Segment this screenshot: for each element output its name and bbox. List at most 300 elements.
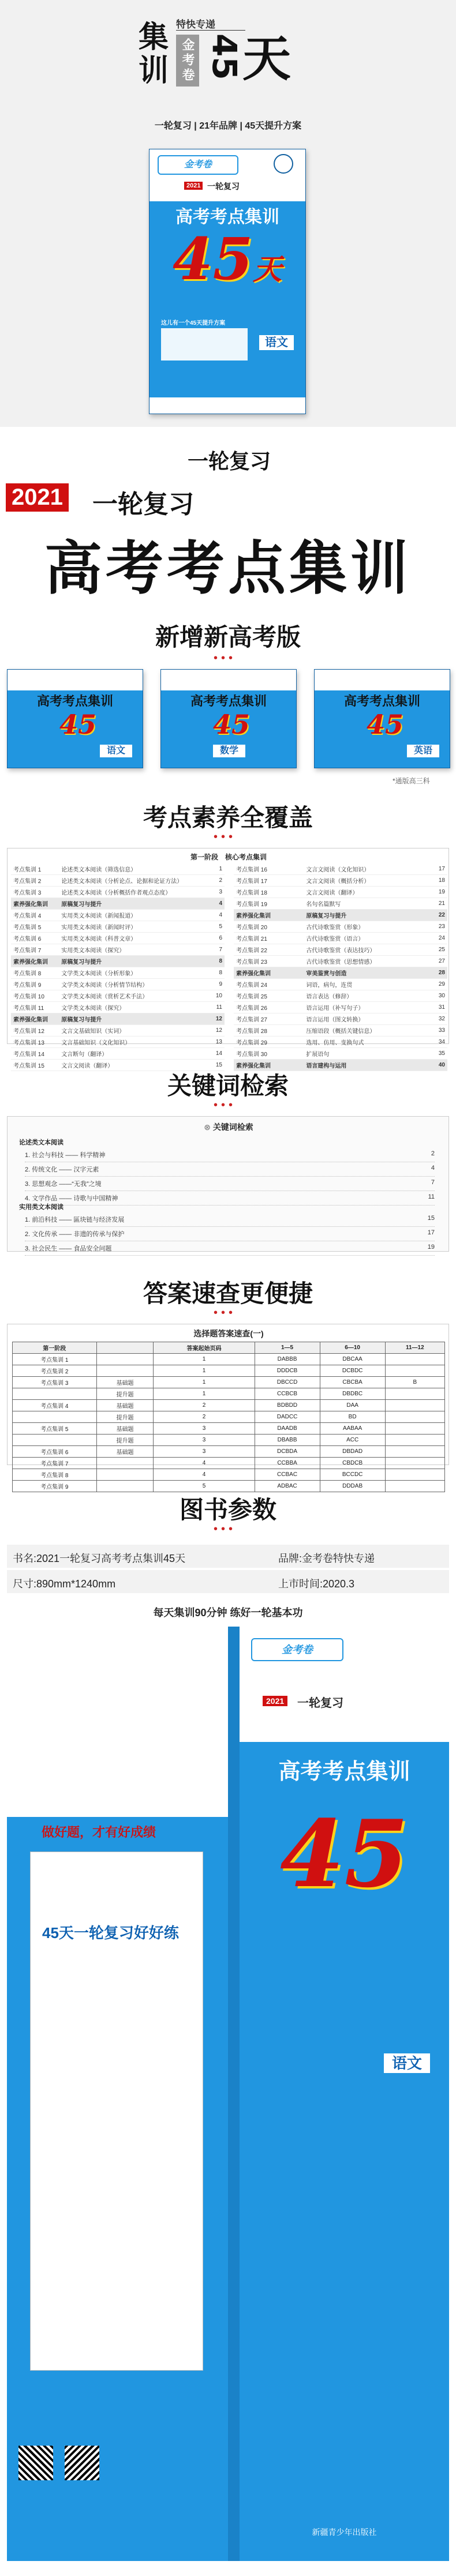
toc-cell: 语言运用（图文转换） bbox=[304, 1013, 436, 1025]
answer-row bbox=[13, 1458, 445, 1469]
book-slogan-strip: 这儿有一个45天提升方案 bbox=[161, 320, 226, 326]
answer-cell: 考点集训 3 bbox=[13, 1377, 97, 1388]
answer-cell: CCBBA bbox=[255, 1458, 320, 1469]
toc-cell: 13 bbox=[213, 1037, 225, 1048]
toc-cell: 考点集训 22 bbox=[234, 944, 304, 956]
toc-cell: 5 bbox=[213, 921, 225, 933]
toc-cell: 文学类文本阅读（分析形象） bbox=[59, 967, 213, 979]
toc-row bbox=[234, 875, 447, 887]
back-cover bbox=[7, 1627, 228, 2561]
toc-row bbox=[11, 956, 225, 967]
toc-row bbox=[11, 967, 225, 979]
front-brand-logo: 金考卷 bbox=[251, 1638, 343, 1661]
book-lower-strip bbox=[149, 397, 305, 414]
answer-cell bbox=[385, 1388, 444, 1400]
book-spine bbox=[228, 1627, 240, 2561]
toc-cell: 文学类文本阅读（分析情节结构） bbox=[59, 979, 213, 990]
toc-left-table bbox=[11, 863, 225, 1071]
hero-vertical-tag: 金考卷 bbox=[176, 35, 199, 87]
toc-cell: 文言文阅读（翻译） bbox=[304, 887, 436, 898]
answer-cell: 基础题 bbox=[96, 1423, 154, 1435]
book-spread bbox=[7, 1627, 449, 2561]
keyword-page: 4 bbox=[431, 1165, 435, 1171]
hero-tagline: 一轮复习 | 21年品牌 | 45天提升方案 bbox=[154, 121, 302, 131]
toc-cell: 考点集训 10 bbox=[11, 990, 59, 1002]
qr-code-icon bbox=[18, 2446, 53, 2480]
answer-header-cell: 11—12 bbox=[385, 1342, 444, 1354]
book-top bbox=[161, 670, 296, 690]
answer-row bbox=[13, 1423, 445, 1435]
answer-row bbox=[13, 1469, 445, 1481]
keyword-panel-title: 关键词检索 bbox=[212, 1122, 253, 1132]
keyword-page: 7 bbox=[431, 1179, 435, 1186]
answer-cell bbox=[96, 1354, 154, 1365]
answer-cell: CCBAC bbox=[255, 1469, 320, 1481]
keyword-page: 19 bbox=[427, 1244, 435, 1251]
book-45-shuxue: 45 bbox=[213, 709, 251, 740]
toc-row bbox=[11, 910, 225, 921]
answer-cell: ADBAC bbox=[255, 1481, 320, 1492]
answer-cell bbox=[385, 1400, 444, 1411]
answer-cell bbox=[385, 1435, 444, 1446]
toc-cell: 考点集训 23 bbox=[234, 956, 304, 967]
keyword-panel-header bbox=[8, 1121, 450, 1133]
answer-row bbox=[13, 1365, 445, 1377]
keyword-text: 1. 前沿科技 —— 區块链与经济发展 bbox=[25, 1216, 125, 1223]
toc-cell: 考点集训 27 bbox=[234, 1013, 304, 1025]
answer-cell bbox=[385, 1365, 444, 1377]
toc-row bbox=[11, 1037, 225, 1048]
param-date: 上市时间:2020.3 bbox=[278, 1578, 355, 1590]
section-answer-title: 答案速查更便捷 bbox=[143, 1280, 313, 1307]
keyword-row[interactable] bbox=[25, 1227, 435, 1241]
keyword-page: 15 bbox=[427, 1215, 435, 1222]
toc-cell: 考点集训 6 bbox=[11, 933, 59, 944]
book-title-shuxue: 高考考点集训 bbox=[190, 694, 267, 708]
book-title-yingyu: 高考考点集训 bbox=[343, 694, 420, 708]
answer-cell bbox=[385, 1423, 444, 1435]
toc-cell: 素养强化集训 bbox=[234, 1060, 304, 1071]
toc-row bbox=[234, 910, 447, 921]
answer-panel bbox=[7, 1324, 449, 1490]
answer-cell: 基础题 bbox=[96, 1400, 154, 1411]
param-row-1 bbox=[7, 1545, 449, 1568]
answer-cell: 考点集训 7 bbox=[13, 1458, 97, 1469]
book-series-label: 一轮复习 bbox=[207, 182, 240, 191]
keyword-list-2 bbox=[25, 1212, 435, 1256]
toc-cell: 论述类文本阅读（筛选信息） bbox=[59, 863, 213, 875]
answer-row bbox=[13, 1435, 445, 1446]
toc-cell: 考点集训 21 bbox=[234, 933, 304, 944]
toc-cell: 17 bbox=[436, 863, 447, 875]
toc-row bbox=[11, 933, 225, 944]
toc-cell: 考点集训 29 bbox=[234, 1037, 304, 1048]
section-new-edition-title: 新增新高考版 bbox=[155, 624, 301, 651]
toc-cell: 33 bbox=[436, 1025, 447, 1037]
toc-cell: 27 bbox=[436, 956, 447, 967]
toc-row bbox=[11, 1048, 225, 1060]
book-subject-box: 语文 bbox=[259, 335, 294, 350]
toc-row bbox=[234, 1002, 447, 1013]
toc-cell: 素养强化集训 bbox=[234, 910, 304, 921]
answer-cell: 考点集训 1 bbox=[13, 1354, 97, 1365]
book-top bbox=[315, 670, 450, 690]
toc-panel bbox=[7, 848, 449, 1069]
book-shuxue bbox=[160, 669, 297, 768]
answer-header-row bbox=[13, 1342, 445, 1354]
answer-row bbox=[13, 1388, 445, 1400]
toc-cell: 素养强化集训 bbox=[11, 898, 59, 910]
answer-cell: 5 bbox=[154, 1481, 255, 1492]
toc-cell: 文言文阅读（文化知识） bbox=[304, 863, 436, 875]
front-title: 高考考点集训 bbox=[278, 1760, 410, 1784]
answer-table-title: 选择题答案速查(一) bbox=[193, 1329, 264, 1338]
answer-header-cell bbox=[96, 1342, 154, 1354]
toc-cell: 4 bbox=[213, 898, 225, 910]
toc-cell: 考点集训 4 bbox=[11, 910, 59, 921]
subtitle-small: 一轮复习 bbox=[188, 449, 271, 473]
toc-cell: 40 bbox=[436, 1060, 447, 1071]
toc-cell: 考点集训 14 bbox=[11, 1048, 59, 1060]
toc-cell: 21 bbox=[436, 898, 447, 910]
back-cover-top bbox=[7, 1627, 228, 1817]
answer-cell: B bbox=[385, 1377, 444, 1388]
keyword-page: 2 bbox=[431, 1150, 435, 1157]
book-45-yingyu: 45 bbox=[367, 709, 404, 740]
answer-cell: 提升题 bbox=[96, 1411, 154, 1423]
toc-cell: 文学类文本阅读（赏析艺术手法） bbox=[59, 990, 213, 1002]
toc-cell: 古代诗歌鉴赏（形象） bbox=[304, 921, 436, 933]
toc-cell: 原稿复习与提升 bbox=[59, 956, 213, 967]
toc-cell: 原稿复习与提升 bbox=[59, 1013, 213, 1025]
answer-row bbox=[13, 1377, 445, 1388]
keyword-text: 3. 思想观念 ——“无我”之境 bbox=[25, 1181, 102, 1188]
toc-cell: 12 bbox=[213, 1025, 225, 1037]
keyword-group-1: 论述类文本阅读 bbox=[19, 1139, 63, 1146]
answer-cell: 1 bbox=[154, 1388, 255, 1400]
answer-cell: DBABB bbox=[255, 1435, 320, 1446]
answer-cell: CBCBA bbox=[320, 1377, 385, 1388]
toc-row bbox=[11, 944, 225, 956]
answer-cell bbox=[13, 1388, 97, 1400]
answer-cell: 考点集训 9 bbox=[13, 1481, 97, 1492]
toc-cell: 考点集训 19 bbox=[234, 898, 304, 910]
toc-cell: 10 bbox=[213, 990, 225, 1002]
answer-cell bbox=[385, 1446, 444, 1458]
toc-cell: 4 bbox=[213, 910, 225, 921]
toc-cell: 11 bbox=[213, 1002, 225, 1013]
toc-cell: 压缩语段（概括关键信息） bbox=[304, 1025, 436, 1037]
toc-row bbox=[11, 1025, 225, 1037]
keyword-row[interactable] bbox=[25, 1191, 435, 1206]
subject-yuwen: 语文 bbox=[100, 745, 132, 757]
seal-icon bbox=[274, 154, 293, 174]
toc-cell: 古代诗歌鉴赏（表达技巧） bbox=[304, 944, 436, 956]
toc-cell: 34 bbox=[436, 1037, 447, 1048]
hero-book-cover bbox=[149, 149, 306, 414]
hero-char-tian: 天 bbox=[242, 31, 291, 87]
answer-cell: 1 bbox=[154, 1354, 255, 1365]
toc-row bbox=[234, 921, 447, 933]
toc-row bbox=[234, 887, 447, 898]
section-coverage-title: 考点素养全覆盖 bbox=[143, 804, 313, 831]
toc-cell: 考点集训 11 bbox=[11, 1002, 59, 1013]
toc-cell: 考点集训 13 bbox=[11, 1037, 59, 1048]
toc-cell: 考点集训 9 bbox=[11, 979, 59, 990]
keyword-panel bbox=[7, 1116, 449, 1252]
toc-row bbox=[11, 921, 225, 933]
answer-cell bbox=[96, 1469, 154, 1481]
toc-cell: 实用类文本阅读（新闻报道） bbox=[59, 910, 213, 921]
back-cover-notebook bbox=[30, 1852, 203, 2371]
answer-cell: 提升题 bbox=[96, 1435, 154, 1446]
hero-rule bbox=[176, 30, 245, 31]
toc-cell: 实用类文本阅读（科普文章） bbox=[59, 933, 213, 944]
answer-header-cell: 1—5 bbox=[255, 1342, 320, 1354]
answer-cell bbox=[13, 1435, 97, 1446]
toc-cell: 6 bbox=[213, 933, 225, 944]
answer-cell bbox=[96, 1365, 154, 1377]
toc-cell: 素养强化集训 bbox=[11, 1013, 59, 1025]
front-year: 2021 bbox=[263, 1696, 287, 1706]
toc-cell: 实用类文本阅读（新闻时评） bbox=[59, 921, 213, 933]
book-top bbox=[8, 670, 143, 690]
answer-cell: 考点集训 4 bbox=[13, 1400, 97, 1411]
toc-cell: 31 bbox=[436, 1002, 447, 1013]
toc-row bbox=[234, 1013, 447, 1025]
keyword-page: 17 bbox=[427, 1229, 435, 1236]
edition-note: *通版高三科 bbox=[393, 777, 430, 785]
toc-cell: 语言建构与运用 bbox=[304, 1060, 436, 1071]
answer-cell: 考点集训 2 bbox=[13, 1365, 97, 1377]
toc-cell: 论述类文本阅读（分析论点、论据和论证方法） bbox=[59, 875, 213, 887]
answer-row bbox=[13, 1400, 445, 1411]
hero-number-45: 45 bbox=[205, 33, 244, 80]
qr-code-icon bbox=[65, 2446, 99, 2480]
toc-row bbox=[234, 1048, 447, 1060]
answer-cell: DABBB bbox=[255, 1354, 320, 1365]
toc-cell: 词语，病句，连贯 bbox=[304, 979, 436, 990]
toc-cell: 考点集训 7 bbox=[11, 944, 59, 956]
front-45: 45 bbox=[280, 1800, 409, 1908]
section-dots: ••• bbox=[214, 1099, 237, 1111]
answer-cell: CBDCB bbox=[320, 1458, 385, 1469]
main-headline: 高考考点集训 bbox=[44, 536, 412, 601]
answer-cell: 考点集训 6 bbox=[13, 1446, 97, 1458]
answer-cell: AABAA bbox=[320, 1423, 385, 1435]
keyword-row[interactable] bbox=[25, 1162, 435, 1177]
front-series: 一轮复习 bbox=[297, 1697, 343, 1710]
toc-row bbox=[234, 990, 447, 1002]
toc-cell: 扩展语句 bbox=[304, 1048, 436, 1060]
toc-cell: 考点集训 8 bbox=[11, 967, 59, 979]
toc-cell: 23 bbox=[436, 921, 447, 933]
toc-cell: 文言断句（翻译） bbox=[59, 1048, 213, 1060]
front-publisher: 新疆青少年出版社 bbox=[312, 2528, 377, 2537]
toc-cell: 审美鉴赏与创造 bbox=[304, 967, 436, 979]
answer-cell: 3 bbox=[154, 1435, 255, 1446]
toc-cell: 文学类文本阅读（探究） bbox=[59, 1002, 213, 1013]
answer-cell: DCBDA bbox=[255, 1446, 320, 1458]
toc-row bbox=[234, 898, 447, 910]
toc-cell: 选用、仿用、变换句式 bbox=[304, 1037, 436, 1048]
toc-cell: 考点集训 28 bbox=[234, 1025, 304, 1037]
book-yingyu bbox=[314, 669, 450, 768]
answer-row bbox=[13, 1354, 445, 1365]
answer-cell: 基础题 bbox=[96, 1446, 154, 1458]
toc-row bbox=[11, 898, 225, 910]
toc-cell: 8 bbox=[213, 956, 225, 967]
toc-cell: 2 bbox=[213, 875, 225, 887]
answer-cell: DBDAD bbox=[320, 1446, 385, 1458]
answer-cell: ACC bbox=[320, 1435, 385, 1446]
answer-cell: DAA bbox=[320, 1400, 385, 1411]
answer-row bbox=[13, 1481, 445, 1492]
section-dots: ••• bbox=[214, 1523, 237, 1535]
answer-cell: 4 bbox=[154, 1458, 255, 1469]
answer-cell bbox=[385, 1354, 444, 1365]
toc-cell: 原稿复习与提升 bbox=[304, 910, 436, 921]
toc-cell: 考点集训 16 bbox=[234, 863, 304, 875]
toc-row bbox=[11, 1002, 225, 1013]
book-yuwen bbox=[7, 669, 143, 768]
toc-row bbox=[11, 887, 225, 898]
toc-row bbox=[11, 1013, 225, 1025]
answer-header-cell: 答案起始页码 bbox=[154, 1342, 255, 1354]
toc-row bbox=[234, 933, 447, 944]
answer-cell: CCBCB bbox=[255, 1388, 320, 1400]
book-45-tian: 天 bbox=[253, 252, 282, 286]
answer-cell bbox=[96, 1481, 154, 1492]
answer-cell: 考点集训 5 bbox=[13, 1423, 97, 1435]
book-45-art bbox=[173, 225, 282, 294]
answer-cell: DADCC bbox=[255, 1411, 320, 1423]
param-brand: 品牌:金考卷特快专递 bbox=[278, 1553, 375, 1564]
toc-cell: 考点集训 26 bbox=[234, 1002, 304, 1013]
year-badge: 2021 bbox=[6, 483, 69, 512]
toc-cell: 28 bbox=[436, 967, 447, 979]
front-subject: 语文 bbox=[384, 2053, 430, 2073]
toc-cell: 考点集训 24 bbox=[234, 979, 304, 990]
answer-cell: 1 bbox=[154, 1365, 255, 1377]
toc-cell: 文言文阅读（概括分析） bbox=[304, 875, 436, 887]
keyword-row[interactable] bbox=[25, 1212, 435, 1227]
toc-cell: 考点集训 3 bbox=[11, 887, 59, 898]
keyword-row[interactable] bbox=[25, 1177, 435, 1191]
toc-cell: 古代诗歌鉴赏（思想情感） bbox=[304, 956, 436, 967]
subtitle-mid: 一轮复习 bbox=[92, 490, 194, 519]
toc-cell: 名句名篇默写 bbox=[304, 898, 436, 910]
hero-special-label: 特快专递 bbox=[176, 19, 215, 30]
answer-cell: 1 bbox=[154, 1377, 255, 1388]
brand-logo: 金考卷 bbox=[158, 155, 238, 175]
answer-cell bbox=[385, 1458, 444, 1469]
book-45-number: 45 bbox=[173, 225, 253, 293]
toc-cell: 22 bbox=[436, 910, 447, 921]
keyword-text: 3. 社会民生 —— 食品安全问题 bbox=[25, 1245, 112, 1252]
answer-cell bbox=[385, 1411, 444, 1423]
answer-cell bbox=[13, 1411, 97, 1423]
toc-cell: 论述类文本阅读（分析概括作者观点态度） bbox=[59, 887, 213, 898]
toc-header: 第一阶段 核心考点集训 bbox=[190, 853, 267, 861]
param-row-2 bbox=[7, 1570, 449, 1593]
toc-cell: 古代诗歌鉴赏（语言） bbox=[304, 933, 436, 944]
toc-row bbox=[234, 1037, 447, 1048]
keyword-row[interactable] bbox=[25, 1148, 435, 1162]
toc-cell: 文言文基础知识（实词） bbox=[59, 1025, 213, 1037]
hero-banner bbox=[0, 0, 456, 427]
toc-row bbox=[234, 956, 447, 967]
toc-right-table bbox=[234, 863, 447, 1071]
answer-cell: DBCAA bbox=[320, 1354, 385, 1365]
search-icon: ⊗ bbox=[204, 1122, 211, 1132]
keyword-text: 2. 传统文化 —— 汉字元素 bbox=[25, 1166, 99, 1173]
book-top-band bbox=[149, 149, 305, 201]
toc-cell: 考点集训 2 bbox=[11, 875, 59, 887]
toc-cell: 3 bbox=[213, 887, 225, 898]
toc-row bbox=[11, 990, 225, 1002]
answer-cell: DBDBC bbox=[320, 1388, 385, 1400]
toc-cell: 29 bbox=[436, 979, 447, 990]
toc-row bbox=[234, 979, 447, 990]
answer-cell: 3 bbox=[154, 1423, 255, 1435]
book-title: 高考考点集训 bbox=[175, 208, 279, 227]
params-slogan: 每天集训90分钟 练好一轮基本功 bbox=[153, 1607, 303, 1619]
answer-cell: DCBDC bbox=[320, 1365, 385, 1377]
keyword-page: 11 bbox=[428, 1193, 435, 1200]
book-red-year: 2021 bbox=[184, 182, 203, 190]
answer-cell: 3 bbox=[154, 1446, 255, 1458]
answer-cell: BDBDD bbox=[255, 1400, 320, 1411]
param-size: 尺寸:890mm*1240mm bbox=[13, 1578, 116, 1590]
toc-cell: 15 bbox=[213, 1060, 225, 1071]
toc-row bbox=[11, 863, 225, 875]
toc-cell: 30 bbox=[436, 990, 447, 1002]
book-white-panel bbox=[161, 328, 248, 361]
toc-row bbox=[234, 944, 447, 956]
answer-cell: 2 bbox=[154, 1400, 255, 1411]
front-cover bbox=[240, 1627, 449, 2561]
book-45-yuwen: 45 bbox=[59, 709, 97, 740]
section-keyword-title: 关键词检索 bbox=[167, 1072, 289, 1099]
toc-cell: 1 bbox=[213, 863, 225, 875]
keyword-group-2: 实用类文本阅读 bbox=[19, 1204, 63, 1211]
back-cover-title: 做好题，才有好成绩 bbox=[42, 1825, 156, 1839]
answer-row bbox=[13, 1446, 445, 1458]
answer-table bbox=[12, 1342, 445, 1492]
toc-cell: 19 bbox=[436, 887, 447, 898]
answer-row bbox=[13, 1411, 445, 1423]
toc-cell: 7 bbox=[213, 944, 225, 956]
section-params-title: 图书参数 bbox=[179, 1496, 276, 1523]
toc-cell: 文言基础知识（文化知识） bbox=[59, 1037, 213, 1048]
answer-cell: DAADB bbox=[255, 1423, 320, 1435]
keyword-text: 4. 文学作品 —— 诗歌与中国精神 bbox=[25, 1195, 118, 1202]
keyword-row[interactable] bbox=[25, 1241, 435, 1256]
toc-cell: 考点集训 12 bbox=[11, 1025, 59, 1037]
toc-cell: 考点集训 30 bbox=[234, 1048, 304, 1060]
toc-cell: 25 bbox=[436, 944, 447, 956]
book-title-yuwen: 高考考点集训 bbox=[36, 694, 113, 708]
hero-char-ji: 集 bbox=[139, 20, 169, 55]
toc-cell: 考点集训 17 bbox=[234, 875, 304, 887]
toc-cell: 考点集训 1 bbox=[11, 863, 59, 875]
toc-cell: 24 bbox=[436, 933, 447, 944]
answer-cell: 基础题 bbox=[96, 1377, 154, 1388]
toc-cell: 文言文阅读（翻译） bbox=[59, 1060, 213, 1071]
answer-cell: 提升题 bbox=[96, 1388, 154, 1400]
section-dots: ••• bbox=[214, 831, 237, 843]
